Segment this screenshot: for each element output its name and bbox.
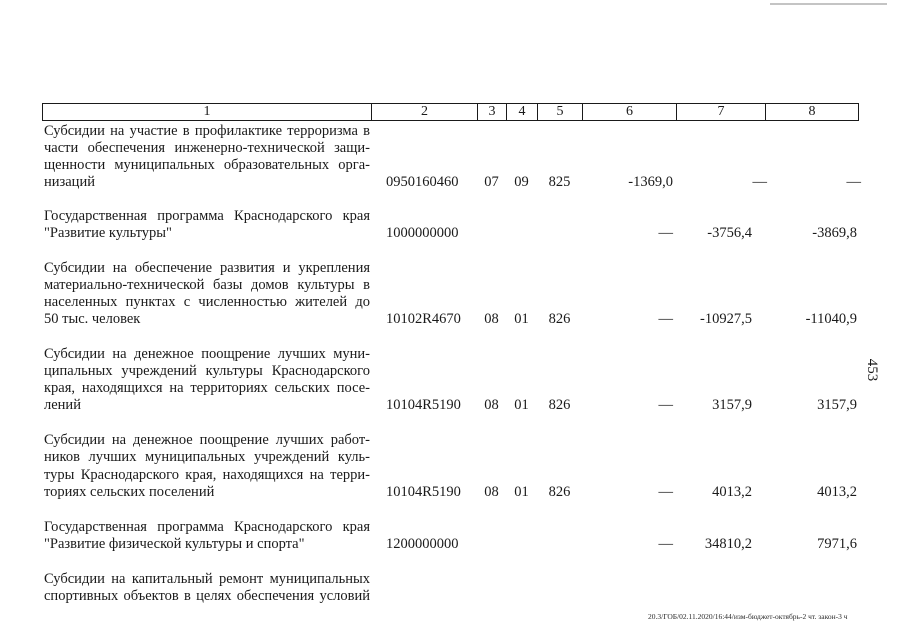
row-description-line: Субсидии на денежное поощрение лучших работ-: [44, 432, 370, 448]
row-description-line: материально-технической базы домов культуры в: [44, 276, 370, 293]
subsection-code: 09: [514, 174, 529, 191]
subsection-code: 01: [514, 397, 529, 414]
row-description-line: Государственная программа Краснодарского края: [44, 207, 370, 224]
header-col-6: 6: [583, 104, 677, 120]
header-col-7: 7: [677, 104, 766, 120]
amount-col8: 3157,9: [817, 397, 857, 414]
table-row: [0, 571, 904, 641]
row-description-line: края, находящихся на территориях сельских посе-: [44, 380, 370, 397]
section-code: 08: [484, 483, 499, 500]
header-col-4: 4: [507, 104, 538, 120]
budget-code: 0950160460: [386, 174, 459, 191]
row-description-line: "Развитие физической культуры и спорта": [44, 535, 305, 552]
expense-type-code: 825: [548, 174, 571, 191]
table-row: [0, 123, 904, 193]
amount-col7: 4013,2: [712, 483, 752, 500]
amount-col8: 4013,2: [817, 483, 857, 500]
row-description-line: ников лучших муниципальных учреждений куль-: [44, 449, 370, 466]
amount-col8: -11040,9: [805, 311, 857, 328]
row-description-line: "Развитие культуры": [44, 224, 172, 241]
amount-col8: 7971,6: [817, 535, 857, 552]
subsection-code: 01: [514, 483, 529, 500]
budget-code: 10104R5190: [386, 397, 461, 414]
expense-type-code: 826: [548, 311, 571, 328]
row-description-line: населенных пунктах с численностью жителей до: [44, 294, 370, 311]
row-description-line: Государственная программа Краснодарского края: [44, 518, 370, 535]
row-description-line: 50 тыс. человек: [44, 311, 141, 328]
subsection-code: 01: [514, 311, 529, 328]
row-description-line: Субсидии на капитальный ремонт муниципальных: [44, 570, 370, 587]
amount-col7: —: [752, 174, 767, 191]
amount-col6: —: [658, 397, 673, 414]
row-description-line: части обеспечения инженерно-технической защи-: [44, 139, 370, 156]
amount-col7: -10927,5: [700, 311, 752, 328]
budget-code: 1000000000: [386, 224, 459, 241]
table-row: [0, 260, 904, 330]
amount-col6: -1369,0: [628, 174, 673, 191]
amount-col6: —: [658, 535, 673, 552]
document-footer-reference: 20.3/ГОБ/02.11.2020/16:44/изм-бюджет-октябрь-2 чт. закон-3 ч: [648, 612, 848, 621]
amount-col7: -3756,4: [707, 224, 752, 241]
table-row: [0, 346, 904, 416]
table-header-row: [42, 103, 859, 121]
budget-code: 10104R5190: [386, 483, 461, 500]
page-number: 453: [864, 358, 880, 382]
amount-col7: 34810,2: [704, 535, 752, 552]
budget-code: 10102R4670: [386, 311, 461, 328]
section-code: 08: [484, 397, 499, 414]
table-row: [0, 432, 904, 502]
expense-type-code: 826: [548, 483, 571, 500]
amount-col8: —: [846, 174, 861, 191]
header-col-3: 3: [478, 104, 507, 120]
budget-code: 1200000000: [386, 535, 459, 552]
row-description-line: Субсидии на участие в профилактике терроризма в: [44, 122, 370, 139]
header-col-8: 8: [766, 104, 859, 120]
row-description-line: туры Краснодарского края, находящихся на терри-: [44, 466, 370, 483]
amount-col6: —: [658, 483, 673, 500]
header-col-1: 1: [43, 104, 372, 120]
header-col-5: 5: [538, 104, 583, 120]
section-code: 08: [484, 311, 499, 328]
row-description-line: ципальных учреждений культуры Краснодарского: [44, 362, 370, 379]
amount-col6: —: [658, 224, 673, 241]
row-description-line: Субсидии на денежное поощрение лучших муни-: [44, 345, 370, 362]
section-code: 07: [484, 174, 499, 191]
row-description-line: низаций: [44, 174, 95, 191]
scan-edge-line: [770, 3, 887, 5]
header-col-2: 2: [372, 104, 478, 120]
amount-col7: 3157,9: [712, 397, 752, 414]
expense-type-code: 826: [548, 397, 571, 414]
row-description-line: ториях сельских поселений: [44, 483, 215, 500]
row-description-line: лений: [44, 397, 81, 414]
amount-col8: -3869,8: [812, 224, 857, 241]
row-description-line: щенности муниципальных образовательных орга-: [44, 157, 370, 174]
row-description-line: Субсидии на обеспечение развития и укрепления: [44, 259, 370, 276]
row-description-line: спортивных объектов в целях обеспечения условий: [44, 587, 370, 604]
amount-col6: —: [658, 311, 673, 328]
